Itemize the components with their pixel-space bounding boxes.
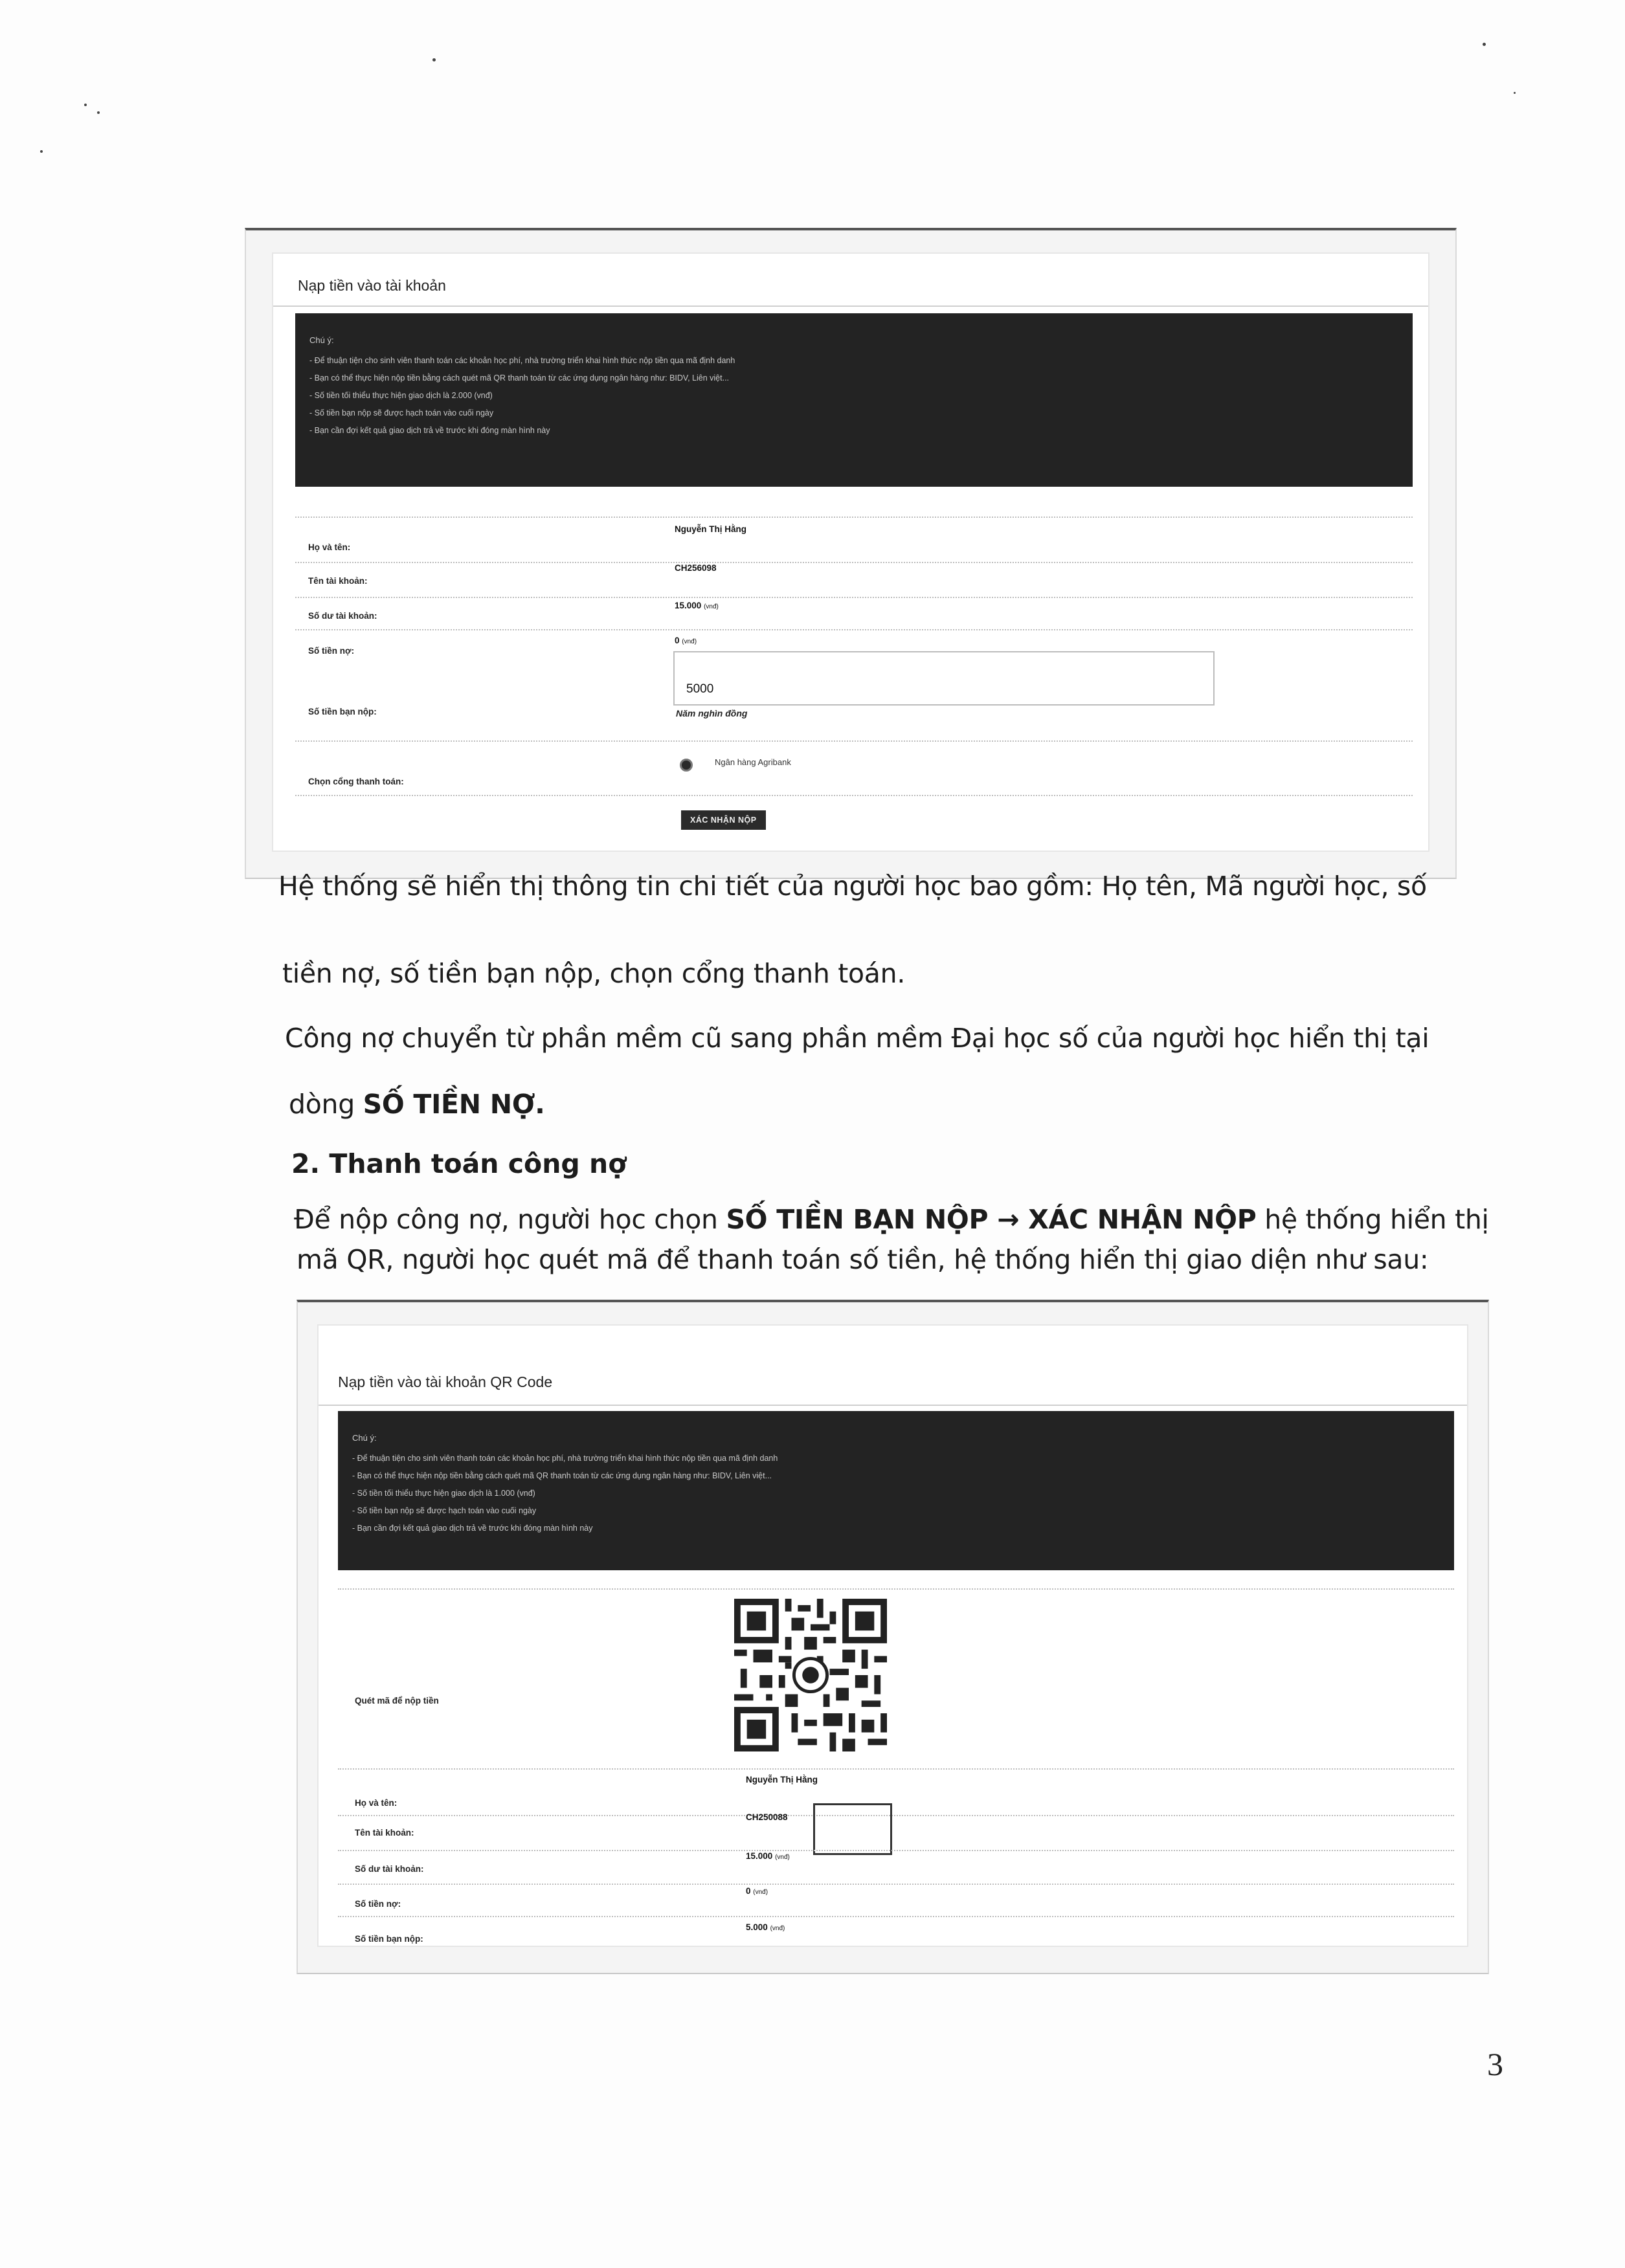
paragraph-line: [294, 1204, 1489, 1235]
account-label: Tên tài khoản:: [355, 1828, 414, 1838]
emphasis-text: SỐ TIỀN BẠN NỘP → XÁC NHẬN NỘP: [726, 1204, 1257, 1235]
confirm-submit-button[interactable]: XÁC NHẬN NỘP: [681, 810, 766, 830]
balance-label: Số dư tài khoản:: [355, 1864, 424, 1874]
divider: [273, 306, 1428, 307]
notice-line: - Số tiền bạn nộp sẽ được hạch toán vào cuối ngày: [309, 408, 494, 417]
account-label: Tên tài khoản:: [308, 576, 368, 586]
screenshot-qr-code: [297, 1300, 1489, 1974]
page-number: 3: [1487, 2046, 1503, 2082]
balance-label: Số dư tài khoản:: [308, 611, 377, 621]
row-divider: [338, 1916, 1454, 1917]
paragraph-line: mã QR, người học quét mã để thanh toán số tiền, hệ thống hiển thị giao diện như sau:: [297, 1244, 1429, 1275]
debt-unit: (vnđ): [682, 638, 697, 645]
qr-panel: [317, 1324, 1468, 1947]
text-run: Để nộp công nợ, người học chọn: [294, 1204, 726, 1235]
debt-label: Số tiền nợ:: [308, 646, 355, 656]
text-run: hệ thống hiển thị: [1256, 1204, 1489, 1235]
notice-box: [338, 1411, 1454, 1570]
paragraph-line: Hệ thống sẽ hiển thị thông tin chi tiết của người học bao gồm: Họ tên, Mã người học, số: [278, 871, 1427, 902]
name-label: Họ và tên:: [355, 1798, 398, 1808]
pay-label: Số tiền bạn nộp:: [308, 707, 377, 717]
balance-amount: 15.000: [746, 1851, 773, 1861]
scan-speck: [84, 104, 87, 106]
scan-speck: [1483, 43, 1486, 46]
row-divider: [295, 629, 1413, 630]
notice-line: - Bạn có thể thực hiện nộp tiền bằng cách quét mã QR thanh toán từ các ứng dụng ngân hàng như: BIDV, Liên việt...: [352, 1471, 772, 1480]
scan-speck: [432, 58, 436, 61]
row-divider: [295, 795, 1413, 796]
balance-amount: 15.000: [675, 601, 702, 610]
screenshot-deposit-form: [245, 228, 1457, 879]
row-divider: [295, 740, 1413, 742]
gateway-radio[interactable]: [680, 759, 693, 772]
pay-unit: (vnđ): [770, 1925, 785, 1932]
row-divider: [338, 1815, 1454, 1816]
notice-heading: Chú ý:: [352, 1433, 377, 1443]
notice-line: - Bạn cần đợi kết quả giao dịch trả về trước khi đóng màn hình này: [309, 426, 550, 435]
scan-speck: [97, 111, 100, 114]
balance-value: [675, 601, 719, 610]
row-divider: [338, 1884, 1454, 1885]
row-divider: [338, 1588, 1454, 1590]
scan-speck: [40, 150, 43, 153]
balance-value: [746, 1851, 790, 1861]
row-divider: [338, 1768, 1454, 1770]
account-value: CH256098: [675, 563, 717, 573]
debt-amount: 0: [675, 636, 680, 645]
name-label: Họ và tên:: [308, 542, 351, 552]
highlight-box: [813, 1803, 892, 1855]
panel-title: Nạp tiền vào tài khoản: [298, 277, 446, 294]
paragraph-line: [289, 1089, 545, 1120]
name-value: Nguyễn Thị Hằng: [675, 524, 746, 534]
pay-amount-words: Năm nghìn đồng: [676, 708, 748, 718]
notice-line: - Số tiền bạn nộp sẽ được hạch toán vào cuối ngày: [352, 1506, 537, 1515]
row-divider: [295, 517, 1413, 518]
debt-value: [746, 1886, 768, 1896]
gateway-option-label: Ngân hàng Agribank: [715, 757, 791, 767]
emphasis-text: SỐ TIỀN NỢ.: [363, 1089, 545, 1120]
notice-box: [295, 313, 1413, 487]
section-heading: 2. Thanh toán công nợ: [291, 1148, 627, 1179]
debt-unit: (vnđ): [753, 1889, 768, 1896]
notice-line: - Bạn cần đợi kết quả giao dịch trả về trước khi đóng màn hình này: [352, 1524, 593, 1533]
panel-title: Nạp tiền vào tài khoản QR Code: [338, 1373, 553, 1390]
notice-line: - Bạn có thể thực hiện nộp tiền bằng cách quét mã QR thanh toán từ các ứng dụng ngân hàng như: BIDV, Liên việt...: [309, 373, 730, 383]
row-divider: [338, 1850, 1454, 1851]
debt-label: Số tiền nợ:: [355, 1899, 401, 1909]
debt-value: [675, 636, 697, 645]
balance-unit: (vnđ): [704, 603, 719, 610]
divider: [319, 1405, 1467, 1406]
deposit-panel: [272, 252, 1429, 852]
row-divider: [295, 562, 1413, 563]
notice-line: - Số tiền tối thiểu thực hiện giao dịch là 1.000 (vnđ): [352, 1489, 535, 1498]
account-value: CH250088: [746, 1812, 788, 1822]
notice-heading: Chú ý:: [309, 335, 334, 345]
notice-line: - Số tiền tối thiểu thực hiện giao dịch là 2.000 (vnđ): [309, 391, 493, 400]
notice-line: - Để thuận tiện cho sinh viên thanh toán các khoản học phí, nhà trường triển khai hình thức nộp tiền qua mã định danh: [352, 1454, 778, 1463]
pay-amount-input[interactable]: 5000: [673, 651, 1215, 706]
pay-label: Số tiền bạn nộp:: [355, 1934, 423, 1944]
balance-unit: (vnđ): [775, 1854, 790, 1861]
gateway-label: Chọn cổng thanh toán:: [308, 777, 404, 786]
pay-amount: 5.000: [746, 1922, 768, 1932]
paragraph-line: tiền nợ, số tiền bạn nộp, chọn cổng thanh toán.: [282, 958, 906, 989]
text-run: dòng: [289, 1089, 363, 1120]
row-divider: [295, 597, 1413, 598]
name-value: Nguyễn Thị Hằng: [746, 1775, 818, 1784]
paragraph-line: Công nợ chuyển từ phần mềm cũ sang phần mềm Đại học số của người học hiển thị tại: [285, 1023, 1429, 1054]
pay-value: [746, 1922, 785, 1932]
notice-line: - Để thuận tiện cho sinh viên thanh toán các khoản học phí, nhà trường triển khai hình thức nộp tiền qua mã định danh: [309, 356, 735, 365]
debt-amount: 0: [746, 1886, 751, 1896]
qr-label: Quét mã để nộp tiền: [355, 1696, 439, 1706]
qr-code-image: [733, 1599, 888, 1751]
scan-speck: [1514, 92, 1516, 94]
